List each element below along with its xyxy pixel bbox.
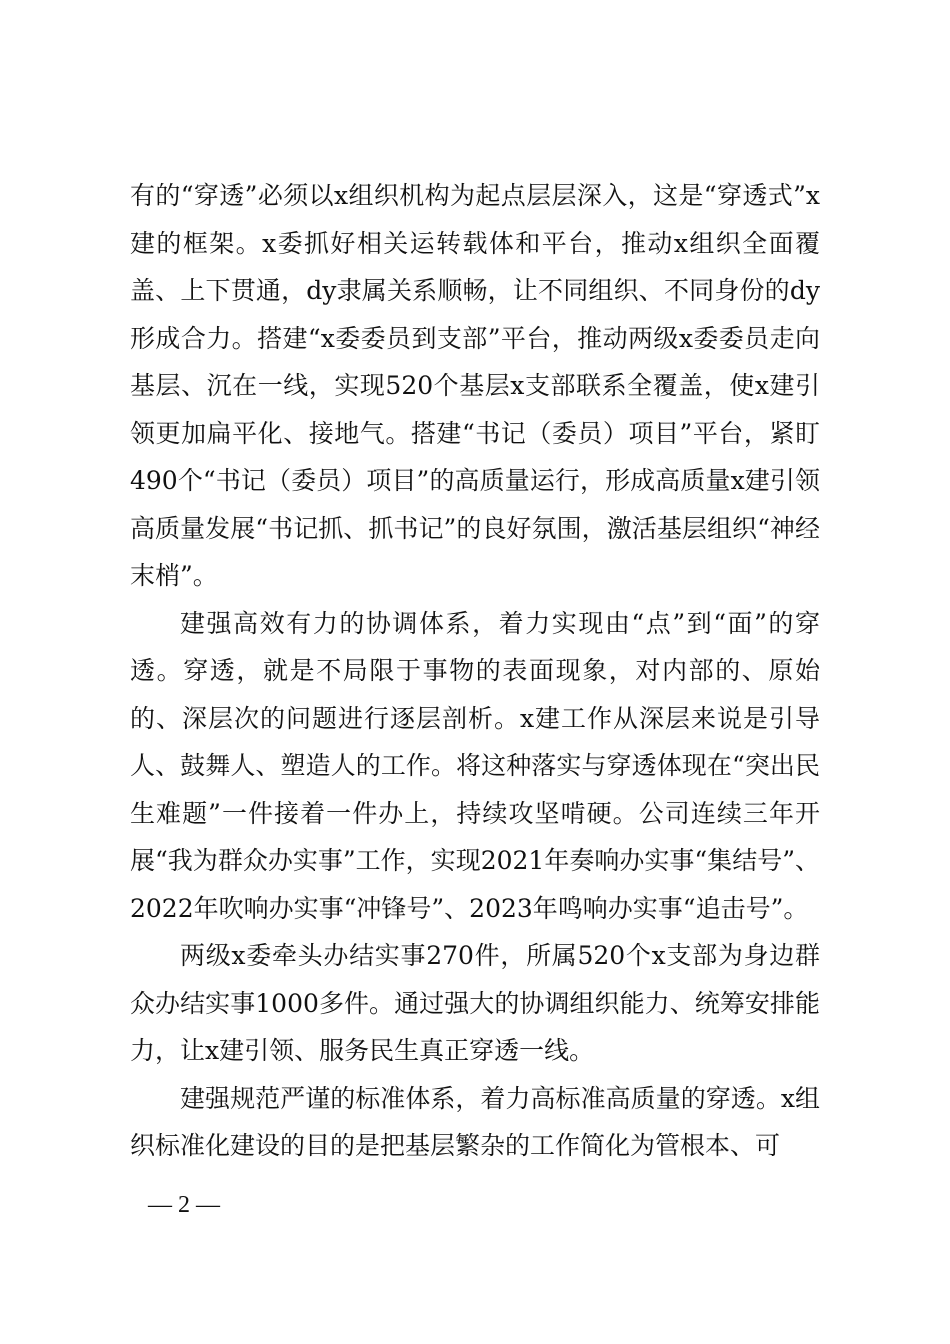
paragraph-4: 建强规范严谨的标准体系，着力高标准高质量的穿透。x组织标准化建设的目的是把基层繁杂的工作简化为管根本、可 [130, 1083, 820, 1160]
page-number: — 2 — [148, 1192, 220, 1218]
paragraph-3: 两级x委牵头办结实事270件，所属520个x支部为身边群众办结实事1000多件。通过强大的协调组织能力、统筹安排能力，让x建引领、服务民生真正穿透一线。 [130, 941, 820, 1065]
document-body [130, 172, 820, 1170]
paragraph-1: 有的“穿透”必须以x组织机构为起点层层深入，这是“穿透式”x建的框架。x委抓好相关运转载体和平台，推动x组织全面覆盖、上下贯通，dy隶属关系顺畅，让不同组织、不同身份的dy形成合力。搭建“x委委员到支部”平台，推动两级x委委员走向基层、沉在一线，实现520个基层x支部联系全覆盖，使x建引领更加扁平化、接地气。搭建“书记（委员）项目”平台，紧盯490个“书记（委员）项目”的高质量运行，形成高质量x建引领高质量发展“书记抓、抓书记”的良好氛围，激活基层组织“神经末梢”。 [130, 181, 820, 590]
paragraph-2: 建强高效有力的协调体系，着力实现由“点”到“面”的穿透。穿透，就是不局限于事物的表面现象，对内部的、原始的、深层次的问题进行逐层剖析。x建工作从深层来说是引导人、鼓舞人、塑造人的工作。将这种落实与穿透体现在“突出民生难题”一件接着一件办上，持续攻坚啃硬。公司连续三年开展“我为群众办实事”工作，实现2021年奏响办实事“集结号”、2022年吹响办实事“冲锋号”、2023年鸣响办实事“追击号”。 [130, 608, 820, 923]
